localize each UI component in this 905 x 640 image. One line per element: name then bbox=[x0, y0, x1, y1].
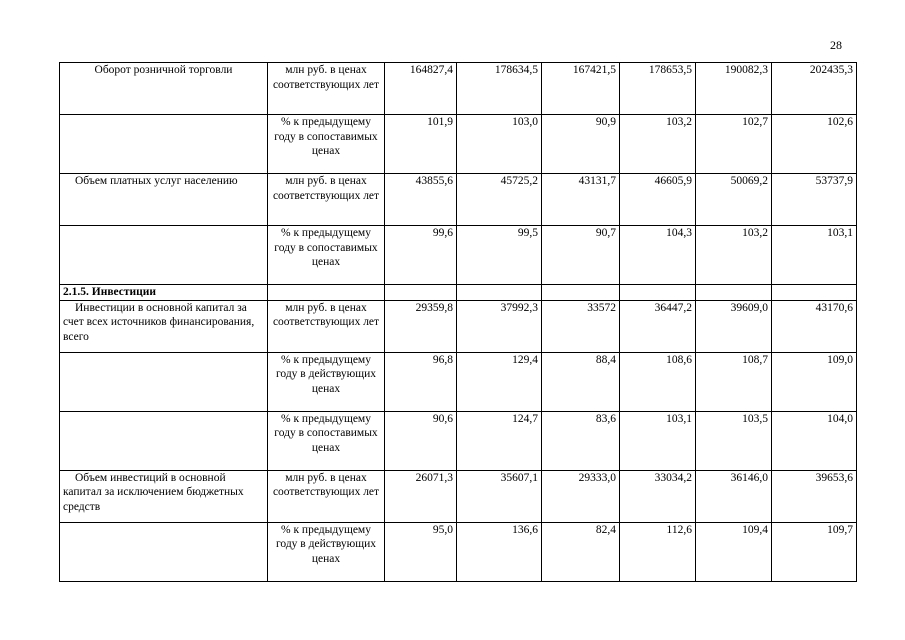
value-cell: 39653,6 bbox=[772, 470, 857, 522]
value-cell: 109,4 bbox=[696, 522, 772, 581]
value-cell: 90,6 bbox=[385, 411, 457, 470]
indicator-cell bbox=[60, 522, 268, 581]
value-cell: 88,4 bbox=[542, 352, 620, 411]
value-cell: 29359,8 bbox=[385, 300, 457, 352]
value-cell: 108,7 bbox=[696, 352, 772, 411]
value-cell: 108,6 bbox=[620, 352, 696, 411]
unit-cell: млн руб. в ценах соответствующих лет bbox=[268, 174, 385, 226]
value-cell: 103,1 bbox=[620, 411, 696, 470]
empty-cell bbox=[457, 285, 542, 301]
table-body bbox=[60, 63, 857, 582]
unit-cell: млн руб. в ценах соответствующих лет bbox=[268, 63, 385, 115]
table-row bbox=[60, 115, 857, 174]
indicator-label: Объем инвестиций в основной капитал за исключением бюджетных средств bbox=[63, 471, 244, 513]
table-row bbox=[60, 411, 857, 470]
indicator-cell bbox=[60, 300, 268, 352]
value-cell: 136,6 bbox=[457, 522, 542, 581]
value-cell: 50069,2 bbox=[696, 174, 772, 226]
value-cell: 178653,5 bbox=[620, 63, 696, 115]
unit-cell: млн руб. в ценах соответствующих лет bbox=[268, 300, 385, 352]
value-cell: 103,1 bbox=[772, 226, 857, 285]
page-number: 28 bbox=[830, 38, 842, 52]
unit-cell: % к предыдущему году в сопоставимых ценах bbox=[268, 115, 385, 174]
value-cell: 109,0 bbox=[772, 352, 857, 411]
indicator-cell bbox=[60, 226, 268, 285]
value-cell: 82,4 bbox=[542, 522, 620, 581]
value-cell: 103,2 bbox=[620, 115, 696, 174]
value-cell: 37992,3 bbox=[457, 300, 542, 352]
value-cell: 104,0 bbox=[772, 411, 857, 470]
value-cell: 102,6 bbox=[772, 115, 857, 174]
value-cell: 109,7 bbox=[772, 522, 857, 581]
empty-cell bbox=[385, 285, 457, 301]
value-cell: 35607,1 bbox=[457, 470, 542, 522]
empty-cell bbox=[696, 285, 772, 301]
value-cell: 45725,2 bbox=[457, 174, 542, 226]
unit-cell: % к предыдущему году в действующих ценах bbox=[268, 522, 385, 581]
unit-cell: % к предыдущему году в действующих ценах bbox=[268, 352, 385, 411]
value-cell: 103,2 bbox=[696, 226, 772, 285]
value-cell: 129,4 bbox=[457, 352, 542, 411]
value-cell: 90,9 bbox=[542, 115, 620, 174]
value-cell: 43170,6 bbox=[772, 300, 857, 352]
value-cell: 164827,4 bbox=[385, 63, 457, 115]
value-cell: 202435,3 bbox=[772, 63, 857, 115]
value-cell: 95,0 bbox=[385, 522, 457, 581]
value-cell: 33034,2 bbox=[620, 470, 696, 522]
indicator-label: Объем платных услуг населению bbox=[75, 175, 238, 187]
value-cell: 90,7 bbox=[542, 226, 620, 285]
value-cell: 39609,0 bbox=[696, 300, 772, 352]
indicator-cell bbox=[60, 352, 268, 411]
indicator-cell bbox=[60, 115, 268, 174]
unit-cell: % к предыдущему году в сопоставимых ценах bbox=[268, 226, 385, 285]
section-title: 2.1.5. Инвестиции bbox=[60, 285, 268, 301]
value-cell: 103,5 bbox=[696, 411, 772, 470]
empty-cell bbox=[772, 285, 857, 301]
table-row bbox=[60, 63, 857, 115]
table-row bbox=[60, 470, 857, 522]
value-cell: 53737,9 bbox=[772, 174, 857, 226]
value-cell: 36146,0 bbox=[696, 470, 772, 522]
indicator-label: Оборот розничной торговли bbox=[94, 64, 233, 76]
value-cell: 167421,5 bbox=[542, 63, 620, 115]
section-row bbox=[60, 285, 857, 301]
empty-cell bbox=[268, 285, 385, 301]
unit-cell: % к предыдущему году в сопоставимых ценах bbox=[268, 411, 385, 470]
value-cell: 33572 bbox=[542, 300, 620, 352]
value-cell: 99,6 bbox=[385, 226, 457, 285]
indicator-label: Инвестиции в основной капитал за счет всех источников финансирования, всего bbox=[63, 301, 255, 343]
value-cell: 102,7 bbox=[696, 115, 772, 174]
unit-cell: млн руб. в ценах соответствующих лет bbox=[268, 470, 385, 522]
value-cell: 29333,0 bbox=[542, 470, 620, 522]
table-row bbox=[60, 352, 857, 411]
empty-cell bbox=[620, 285, 696, 301]
value-cell: 190082,3 bbox=[696, 63, 772, 115]
table-row bbox=[60, 226, 857, 285]
table-row bbox=[60, 300, 857, 352]
value-cell: 99,5 bbox=[457, 226, 542, 285]
value-cell: 103,0 bbox=[457, 115, 542, 174]
table-row bbox=[60, 174, 857, 226]
table-row bbox=[60, 522, 857, 581]
value-cell: 36447,2 bbox=[620, 300, 696, 352]
statistics-table bbox=[59, 62, 857, 582]
value-cell: 96,8 bbox=[385, 352, 457, 411]
empty-cell bbox=[542, 285, 620, 301]
value-cell: 43131,7 bbox=[542, 174, 620, 226]
indicator-cell bbox=[60, 63, 268, 115]
value-cell: 124,7 bbox=[457, 411, 542, 470]
value-cell: 178634,5 bbox=[457, 63, 542, 115]
indicator-cell bbox=[60, 174, 268, 226]
value-cell: 26071,3 bbox=[385, 470, 457, 522]
value-cell: 43855,6 bbox=[385, 174, 457, 226]
value-cell: 83,6 bbox=[542, 411, 620, 470]
value-cell: 104,3 bbox=[620, 226, 696, 285]
value-cell: 46605,9 bbox=[620, 174, 696, 226]
value-cell: 101,9 bbox=[385, 115, 457, 174]
value-cell: 112,6 bbox=[620, 522, 696, 581]
indicator-cell bbox=[60, 470, 268, 522]
indicator-cell bbox=[60, 411, 268, 470]
